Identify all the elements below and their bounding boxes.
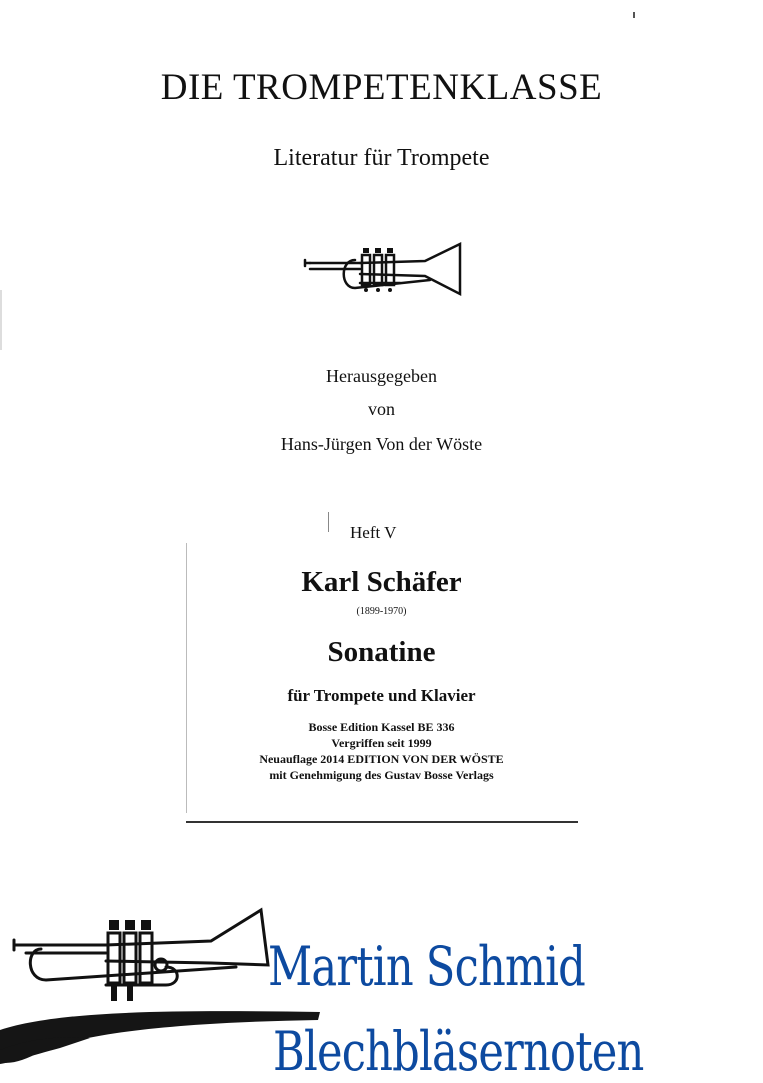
page-title: DIE TROMPETENKLASSE [160,67,603,108]
published-by-label: Herausgegeben [326,366,437,386]
composer-dates: (1899-1970) [356,606,407,617]
trumpet-icon [300,238,465,300]
publication-line-3: Neuauflage 2014 EDITION VON DER WÖSTE [259,752,504,766]
box-bottom-rule [186,821,578,823]
box-tick-mark [328,512,329,532]
work-title: Sonatine [327,636,436,668]
brand-name-line-1: Martin Schmid [268,935,586,998]
editor-name: Hans-Jürgen Von der Wöste [280,434,483,454]
publication-line-4: mit Genehmigung des Gustav Bosse Verlags [269,768,494,782]
trumpet-logo-icon [6,905,276,1010]
page-edge-shadow [0,290,2,350]
scan-mark [633,12,635,18]
publication-line-2: Vergriffen seit 1999 [331,736,432,750]
page-subtitle: Literatur für Trompete [273,145,490,171]
instrumentation: für Trompete und Klavier [287,686,476,705]
composer-name: Karl Schäfer [301,566,462,598]
issue-label: Heft V [350,523,397,542]
by-label: von [368,399,395,419]
brand-name-line-2: Blechbläsernoten [273,1020,644,1083]
publication-line-1: Bosse Edition Kassel BE 336 [308,720,455,734]
